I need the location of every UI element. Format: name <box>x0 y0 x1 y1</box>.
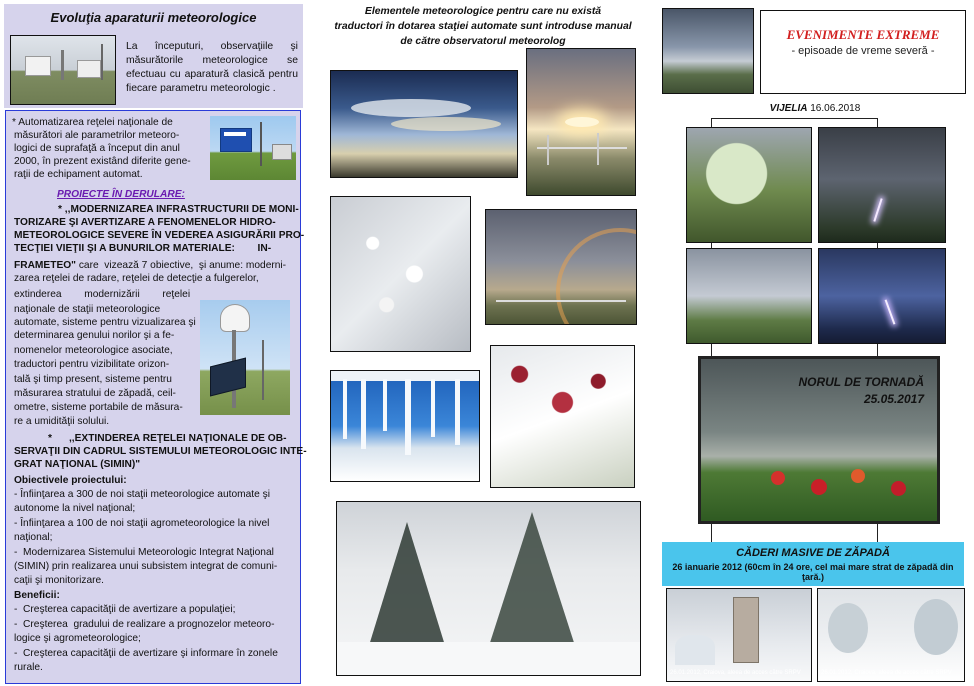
automation-line-4: 2000, în prezent existând diferite gene- <box>14 156 191 167</box>
project1-line-16: re a umidităţii solului. <box>14 416 110 427</box>
project1-line-15: ometre, sisteme portabile de măsura- <box>14 402 183 413</box>
tornado-date: 25.05.2017 <box>863 392 924 406</box>
tornado-title: NORUL DE TORNADĂ <box>798 375 924 389</box>
project1-line-6: zarea reţelei de radare, reţelei de detecţie a fulgerelor, <box>14 273 259 284</box>
objective3-line-1: - Modernizarea Sistemului Meteorologic Integrat Naţional <box>14 547 274 558</box>
benefit3-line-1: - Creşterea capacităţii de avertizare şi informare în zonele <box>14 648 278 659</box>
project1-line-10: determinarea genului norilor şi a fe- <box>14 330 175 341</box>
snowy-trees-photo <box>336 501 641 676</box>
project1-line-11: nomenelor meteorologice asociate, <box>14 345 173 356</box>
project2-line-2: SERVAŢII DIN CADRUL SISTEMULUI METEOROLOGIC INTE- <box>14 446 307 457</box>
benefits-heading: Beneficii: <box>14 590 60 601</box>
project1-line-5 <box>14 259 286 272</box>
objective1-line-1: - Înfiinţarea a 300 de noi staţii meteorologice automate şi <box>14 489 270 500</box>
storm-tree-photo <box>686 127 812 243</box>
snow-title: CĂDERI MASIVE DE ZĂPADĂ <box>736 547 890 559</box>
objective2-line-1: - Înfiinţarea a 100 de noi staţii agrometeorologice la nivel <box>14 518 270 529</box>
project1-line-4: TECŢIEI VIEŢII ŞI A BUNURILOR MATERIALE: IN- <box>14 243 272 254</box>
lightning-photo-2 <box>818 248 946 344</box>
events-title: EVENIMENTE EXTREME <box>786 27 940 42</box>
automation-line-2: măsurători ale parametrilor meteoro- <box>14 130 180 141</box>
history-intro-text: La începuturi, observaţiile şi măsurătorile meteorologice se efectuau cu aparatură clasică pentru fiecare parametru meteorologic . <box>126 41 298 94</box>
vijelia-title: VIJELIA <box>769 103 808 114</box>
automation-line-1: * Automatizarea reţelei naţionale de <box>12 117 173 128</box>
hail-photo <box>330 196 471 352</box>
storm-clouds-field-photo <box>686 248 812 344</box>
benefit3-line-2: rurale. <box>14 662 43 673</box>
benefit2-line-1: - Creşterea gradului de realizare a prognozelor meteoro- <box>14 619 275 630</box>
icicles-photo <box>330 370 480 482</box>
projects-heading: PROIECTE ÎN DERULARE: <box>57 189 185 200</box>
storm-houses-photo <box>662 8 754 94</box>
automation-line-3: logici de suprafaţă a început din anul <box>14 143 180 154</box>
snow-caption-right: 26.01.2012, Craiova, aleea de acces către SRPV <box>821 670 952 676</box>
benefit2-line-2: logice şi agrometeorologice; <box>14 633 141 644</box>
project1-line-1: * ,,MODERNIZAREA INFRASTRUCTURII DE MONI- <box>58 204 299 215</box>
manual-heading-line-3: de către observatorul meteorolog <box>400 36 566 47</box>
project1-line-5-rest: care vizează 7 obiective, şi anume: moderni- <box>76 260 287 271</box>
clouds-sky-photo <box>330 70 518 178</box>
benefit1: - Creşterea capacităţii de avertizare a populaţiei; <box>14 604 236 615</box>
history-title: Evoluţia aparaturii meteorologice <box>50 10 257 25</box>
inframeteo-label: FRAMETEO" <box>14 260 76 271</box>
objectives-heading: Obiectivele proiectului: <box>14 475 127 486</box>
automation-line-5: raţii de echipament automat. <box>14 169 143 180</box>
manual-elements-heading <box>322 4 644 49</box>
vijelia-label <box>662 103 968 114</box>
project1-line-2: TORIZARE ŞI AVERTIZARE A FENOMENELOR HIDRO- <box>14 217 276 228</box>
rainbow-photo <box>485 209 637 325</box>
project1-line-7: extinderea modernizării reţelei <box>14 289 191 300</box>
vijelia-date: 16.06.2018 <box>810 103 861 114</box>
snow-building-photo <box>666 588 812 682</box>
project1-line-13: tală şi timp present, sisteme pentru <box>14 374 172 385</box>
lightning-photo-1 <box>818 127 946 243</box>
classic-station-photo <box>10 35 116 105</box>
project1-line-3: METEOROLOGICE SEVERE ÎN VEDEREA ASIGURĂRII PRO- <box>14 230 305 241</box>
project1-line-12: traductori pentru vizibilitate orizon- <box>14 359 170 370</box>
events-subtitle: - episoade de vreme severă - <box>791 45 935 57</box>
project1-line-8: naţionale de staţii meteorologice <box>14 304 161 315</box>
objective3-line-2: (SIMIN) prin realizarea unui subsistem integrat de comuni- <box>14 561 278 572</box>
objective2-line-2: naţional; <box>14 532 53 543</box>
frozen-roses-photo <box>490 345 635 488</box>
manual-heading-line-2: traductori în dotarea staţiei automate sunt introduse manual <box>334 21 632 32</box>
objective3-line-3: caţii şi monitorizare. <box>14 575 105 586</box>
radar-station-photo <box>200 300 290 415</box>
objective1-line-2: autonome la nivel naţional; <box>14 503 136 514</box>
project1-line-14: măsurarea stratului de zăpadă, ceil- <box>14 388 176 399</box>
project2-line-1: * ,,EXTINDEREA REŢELEI NAŢIONALE DE OB- <box>48 433 287 444</box>
connector-line-top <box>711 118 878 119</box>
snow-alley-photo <box>817 588 965 682</box>
project2-line-3: GRAT NAŢIONAL (SIMIN)" <box>14 459 141 470</box>
automatic-station-photo <box>210 116 296 180</box>
manual-heading-line-1: Elementele meteorologice pentru care nu există <box>364 6 602 17</box>
sunset-station-photo <box>526 48 636 196</box>
snow-detail: 26 ianuarie 2012 (60cm în 24 ore, cel mai mare strat de zăpadă din ţară.) <box>672 562 954 582</box>
snow-caption-left: 26.01.2012, Craiova, aleea de acces către SRPV <box>670 670 801 676</box>
project1-line-9: automate, sisteme pentru vizualizarea şi <box>14 317 196 328</box>
